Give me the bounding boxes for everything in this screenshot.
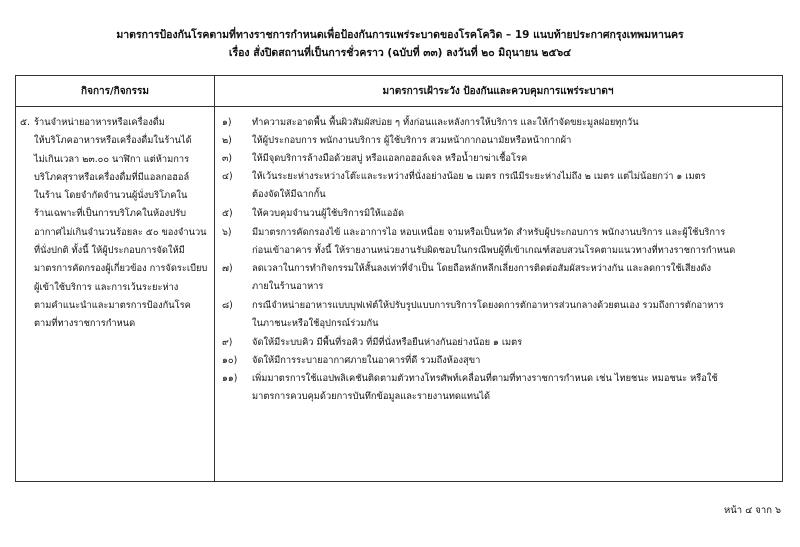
- measure-text: [252, 132, 778, 150]
- measure-number: ๖): [222, 227, 232, 238]
- measure-line: ก่อนเข้าอาคาร ทั้งนี้ ให้รายงานหน่วยงานรับผิดชอบในกรณีพบผู้ที่เข้าเกณฑ์สอบสวนโรคตามแนวทางที่ทางราชการกำหนด: [252, 244, 736, 256]
- page-number: หน้า ๔ จาก ๖: [723, 505, 781, 516]
- measure-text: [252, 370, 778, 405]
- activity-line: ในร้าน โดยจำกัดจำนวนผู้นั่งบริโภคใน: [34, 190, 188, 202]
- measure-line: ให้ควบคุมจำนวนผู้ใช้บริการมิให้แออัด: [252, 208, 404, 219]
- measure-text: [252, 150, 778, 168]
- measure-text: [252, 168, 778, 203]
- measure-line: ทำความสะอาดพื้น พื้นผิวสัมผัสบ่อย ๆ ทั้งก่อนและหลังการให้บริการ และให้กำจัดขยะมูลฝอยทุกวัน: [252, 117, 639, 128]
- measure-number: ๙): [222, 337, 233, 348]
- activity-line: บริโภคสุราหรือเครื่องดื่มที่มีแอลกอฮอล์: [34, 171, 190, 183]
- measure-line: มีมาตรการคัดกรองไข้ และอาการไอ หอบเหนื่อย จามหรือเป็นหวัด สำหรับผู้ประกอบการ พนักงานบริการ และผู้ใช้บริการ: [252, 227, 726, 238]
- measure-line: เพิ่มมาตรการใช้แอปพลิเคชันติดตามตัวทางโทรศัพท์เคลื่อนที่ตามที่ทางราชการกำหนด เช่น ไทยชนะ หมอชนะ หรือใช้: [252, 373, 718, 384]
- measure-number: ๑๑): [222, 373, 238, 384]
- activity-line: ให้บริโภคอาหารหรือเครื่องดื่มในร้านได้: [34, 135, 192, 147]
- activity-line: มาตรการคัดกรองผู้เกี่ยวข้อง การจัดระเบียบ: [34, 263, 208, 275]
- activity-line: ตามคำแนะนำและมาตรการป้องกันโรค: [34, 299, 191, 311]
- activity-line: ที่นั่งปกติ ทั้งนี้ ให้ผู้ประกอบการจัดให้มี: [34, 245, 185, 257]
- measure-line: ให้มีจุดบริการล้างมือด้วยสบู่ หรือแอลกอฮอล์เจล หรือน้ำยาฆ่าเชื้อโรค: [252, 153, 528, 164]
- column-header-measures: มาตรการเฝ้าระวัง ป้องกันและควบคุมการแพร่ระบาดฯ: [214, 76, 782, 107]
- measure-number: ๗): [222, 263, 233, 274]
- activity-line: ร้านเฉพาะที่เป็นการบริโภคในห้องปรับ: [34, 208, 187, 220]
- measure-number: ๘): [222, 300, 233, 311]
- activity-line: ตามที่ทางราชการกำหนด: [34, 318, 136, 330]
- column-divider: [214, 76, 215, 481]
- measure-number: ๓): [222, 153, 232, 164]
- measure-line: จัดให้มีระบบคิว มีพื้นที่รอคิว ที่มีที่นั่งหรือยืนห่างกันอย่างน้อย ๑ เมตร: [252, 337, 523, 348]
- activity-number: ๕.: [20, 117, 30, 128]
- measure-text: [252, 205, 778, 223]
- measure-line: ลดเวลาในการทำกิจกรรมให้สั้นลงเท่าที่จำเป็น โดยถือหลักหลีกเลี่ยงการติดต่อสัมผัสระหว่างกัน และลดการใช้เสียงดัง: [252, 263, 712, 274]
- activity-line: อากาศไม่เกินจำนวนร้อยละ ๕๐ ของจำนวน: [34, 226, 207, 238]
- measure-text: [252, 224, 778, 259]
- activity-line: ผู้เข้าใช้บริการ และการเว้นระยะห่าง: [34, 281, 179, 293]
- measure-text: [252, 114, 778, 132]
- measure-line: มาตรการควบคุมด้วยการบันทึกข้อมูลและรายงานทดแทนได้: [252, 390, 491, 402]
- column-header-activity: กิจการ/กิจกรรม: [16, 76, 214, 107]
- measure-number: ๔): [222, 171, 233, 182]
- measures-table: [15, 75, 783, 482]
- measure-line: ในภาชนะหรือใช้อุปกรณ์ร่วมกัน: [252, 317, 379, 329]
- measure-line: ให้เว้นระยะห่างระหว่างโต๊ะและระหว่างที่นั่งอย่างน้อย ๒ เมตร กรณีมีระยะห่างไม่ถึง ๒ เมตร แต่ไม่น้อยกว่า ๑ เมตร: [252, 171, 706, 182]
- measure-number: ๕): [222, 208, 233, 219]
- document-title: มาตรการป้องกันโรคตามที่ทางราชการกำหนดเพื่อป้องกันการแพร่ระบาดของโรคโควิด – 19 แนบท้ายประกาศกรุงเทพมหานคร: [116, 29, 684, 41]
- measure-line: ต้องจัดให้มีฉากกั้น: [252, 188, 326, 200]
- measure-line: จัดให้มีการระบายอากาศภายในอาคารที่ดี รวมถึงห้องสุขา: [252, 355, 481, 366]
- measure-text: [252, 297, 778, 332]
- measure-text: [252, 334, 778, 352]
- measure-number: ๑๐): [222, 355, 238, 366]
- measure-line: ให้ผู้ประกอบการ พนักงานบริการ ผู้ใช้บริการ สวมหน้ากากอนามัยหรือหน้ากากผ้า: [252, 135, 572, 146]
- activity-description: [34, 114, 208, 334]
- measure-text: [252, 352, 778, 370]
- document-subtitle: เรื่อง สั่งปิดสถานที่เป็นการชั่วคราว (ฉบับที่ ๓๓) ลงวันที่ ๒๐ มิถุนายน ๒๕๖๔: [228, 47, 572, 59]
- activity-line: ร้านจำหน่ายอาหารหรือเครื่องดื่ม: [34, 117, 165, 128]
- measure-text: [252, 260, 778, 295]
- measure-line: กรณีจำหน่ายอาหารแบบบุฟเฟ่ต์ให้ปรับรูปแบบการบริการโดยงดการตักอาหารส่วนกลางด้วยตนเอง รวมถึงการตักอาหาร: [252, 300, 724, 311]
- measure-number: ๒): [222, 135, 232, 146]
- measure-line: ภายในร้านอาหาร: [252, 280, 324, 292]
- activity-line: ไม่เกินเวลา ๒๓.๐๐ นาฬิกา แต่ห้ามการ: [34, 153, 190, 165]
- measure-number: ๑): [222, 117, 232, 128]
